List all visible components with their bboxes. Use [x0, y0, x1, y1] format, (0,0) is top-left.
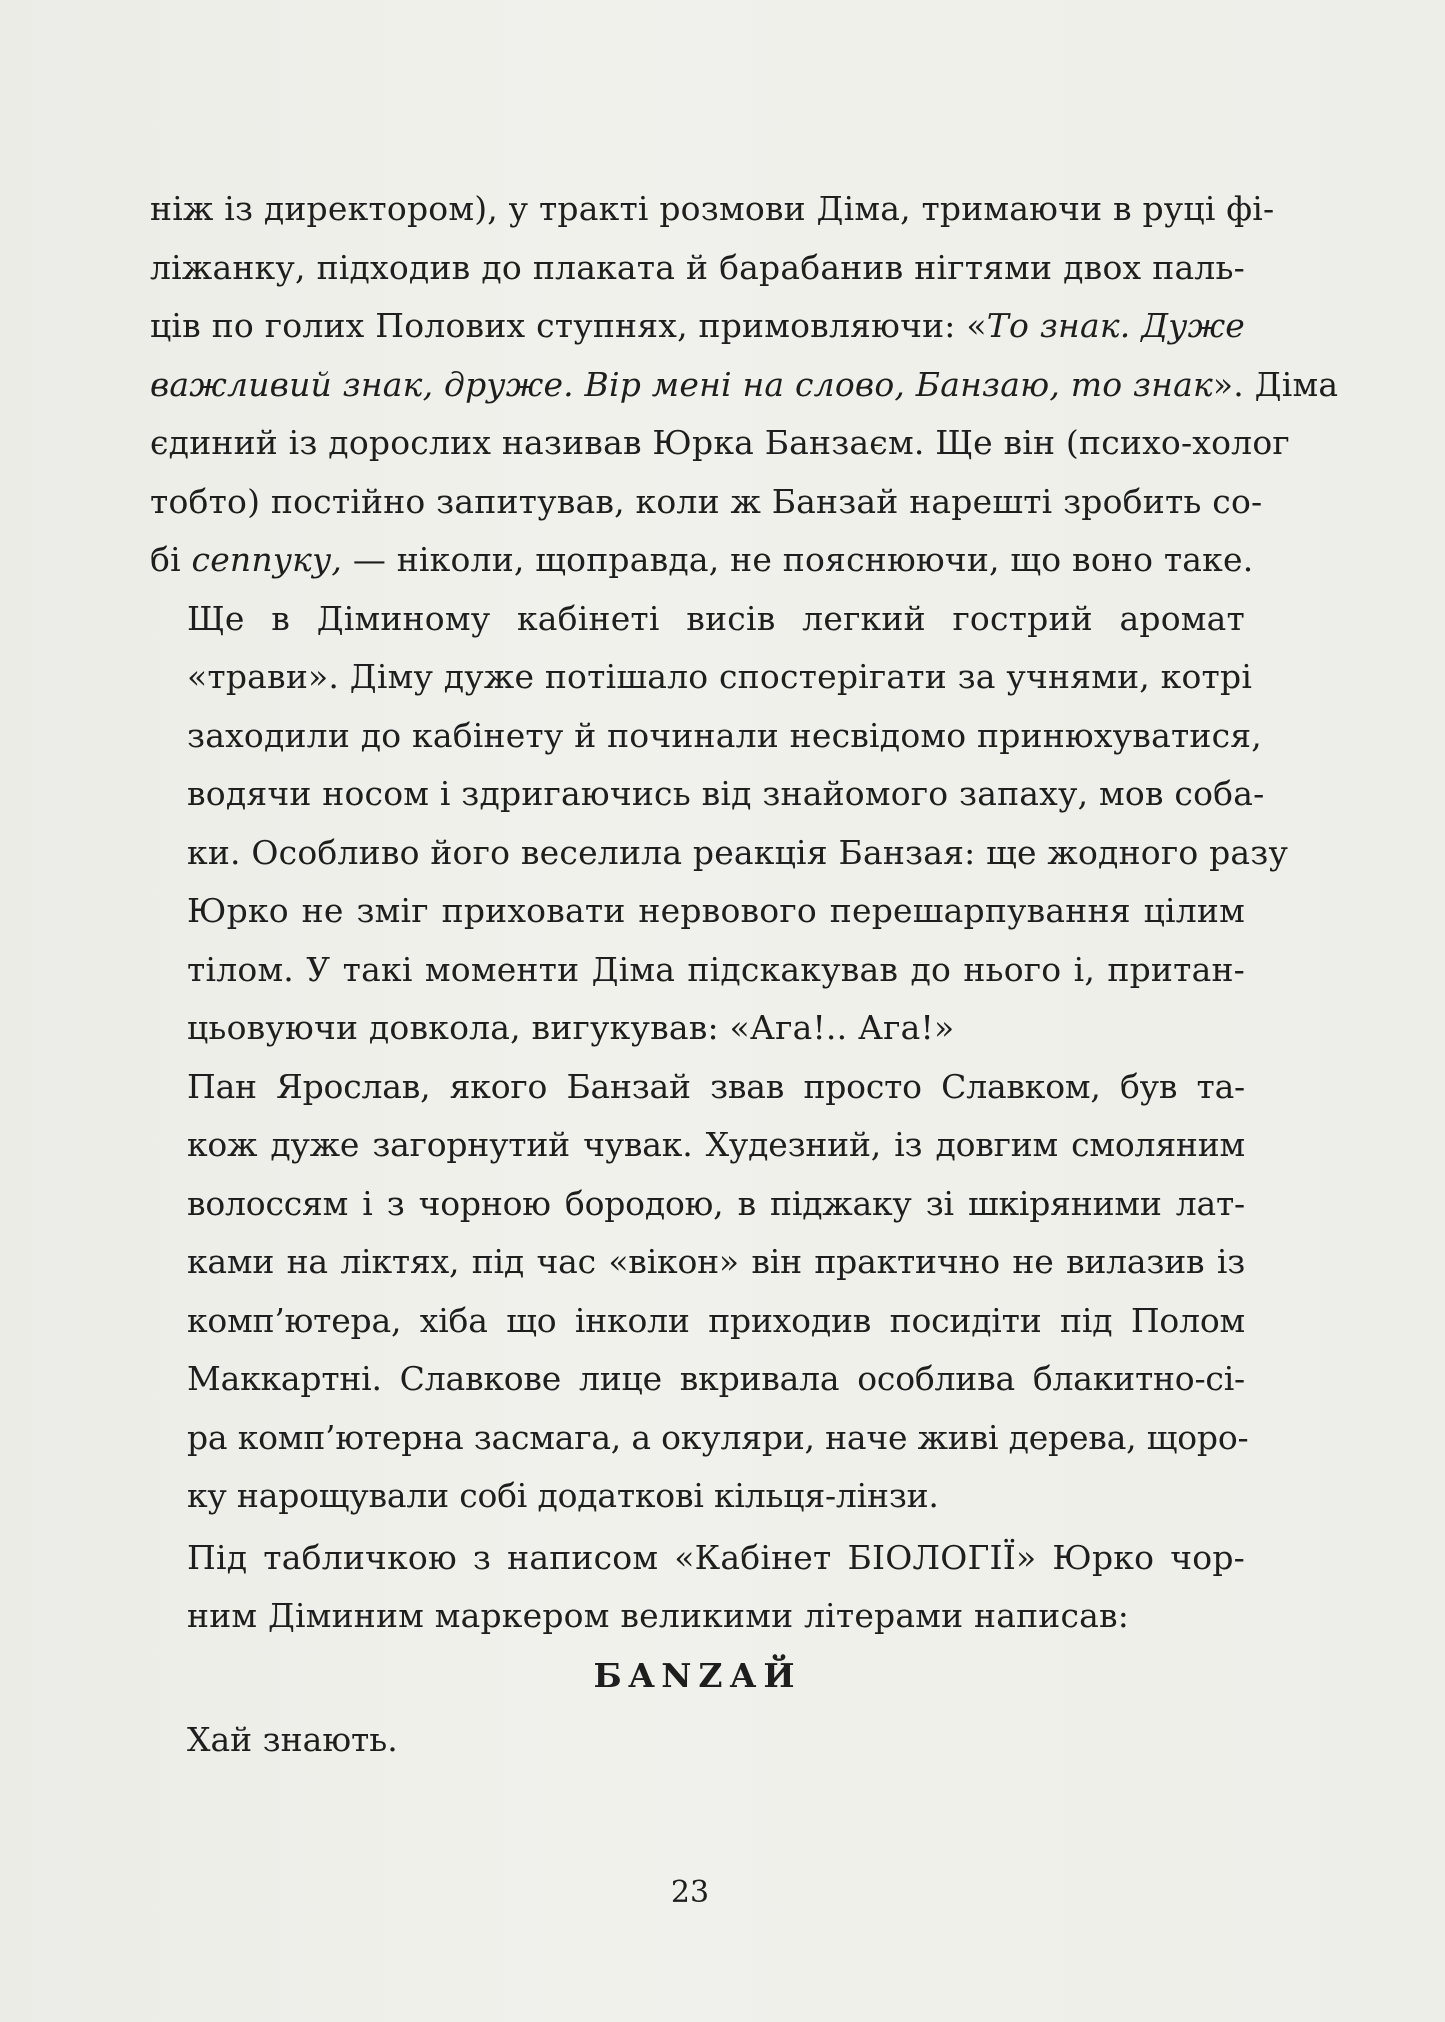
- text-line: ніж із директором), у тракті розмови Діма, тримаючи в руці фі-: [150, 189, 1275, 228]
- italic-text: сеппуку,: [191, 540, 343, 579]
- italic-text: То знак. Дуже: [986, 306, 1246, 345]
- text-line: Юрко не зміг приховати нервового перешарпування цілим: [187, 891, 1245, 930]
- text-line: Під табличкою з написом «Кабінет БІОЛОГІЇ» Юрко чор-: [187, 1537, 1245, 1577]
- text-line: тілом. У такі моменти Діма підскакував до нього і, притан-: [187, 949, 1245, 989]
- text-line: ців по голих Полових ступнях, примовляючи: «То знак. Дуже: [150, 306, 1246, 345]
- text-line: Ще в Діминому кабінеті висів легкий гострий аромат: [187, 598, 1245, 638]
- italic-text: важливий знак, друже. Вір мені на слово, Банзаю, то знак: [150, 364, 1213, 404]
- text-line: «трави». Діму дуже потішало спостерігати за учнями, котрі: [187, 657, 1253, 696]
- text-line: єдиний із дорослих називав Юрка Банзаєм. Ще він (психо-холог: [150, 423, 1290, 462]
- text-line: ку нарощували собі додаткові кільця-лінзи.: [187, 1476, 939, 1515]
- text-line: заходили до кабінету й починали несвідомо принюхуватися,: [187, 715, 1262, 755]
- text-line: комп’ютера, хіба що інколи приходив посидіти під Полом: [187, 1300, 1245, 1340]
- paragraph: [150, 590, 1289, 1058]
- text-line: ра комп’ютерна засмага, а окуляри, наче живі дерева, щоро-: [187, 1417, 1249, 1457]
- text-line: тобто) постійно запитував, коли ж Банзай нарешті зробить со-: [150, 481, 1263, 521]
- text-line: бі сеппуку, — ніколи, щоправда, не пояснюючи, що воно таке.: [150, 540, 1254, 579]
- paragraph: [150, 1529, 1245, 1646]
- page-number: 23: [670, 1875, 710, 1910]
- text-line: ки. Особливо його веселила реакція Банзая: ще жодного разу: [187, 832, 1289, 872]
- text-line: цьовуючи довкола, вигукував: «Ага!.. Ага!»: [187, 1008, 955, 1047]
- text-line: кож дуже загорнутий чувак. Худезний, із довгим смоляним: [187, 1125, 1245, 1164]
- paragraph: [150, 1058, 1249, 1526]
- inscription-heading: БANZАЙ: [593, 1656, 802, 1695]
- body-text: [150, 180, 1339, 1646]
- text-line: ліжанку, підходив до плаката й барабанив нігтями двох паль-: [150, 247, 1245, 287]
- text-line: ками на ліктях, під час «вікон» він практично не вилазив із: [187, 1242, 1245, 1281]
- text-line: волоссям і з чорною бородою, в піджаку зі шкіряними лат-: [187, 1183, 1245, 1223]
- paragraph: [150, 180, 1339, 590]
- text-line: Пан Ярослав, якого Банзай звав просто Славком, був та-: [187, 1066, 1245, 1106]
- text-line: ним Діминим маркером великими літерами написав:: [187, 1596, 1130, 1635]
- text-line: водячи носом і здригаючись від знайомого запаху, мов соба-: [187, 774, 1265, 813]
- text-line: Маккартні. Славкове лице вкривала особлива блакитно-сі-: [187, 1359, 1245, 1398]
- text-line: важливий знак, друже. Вір мені на слово, Банзаю, то знак». Діма: [150, 364, 1339, 404]
- closing-line: Хай знають.: [187, 1720, 398, 1759]
